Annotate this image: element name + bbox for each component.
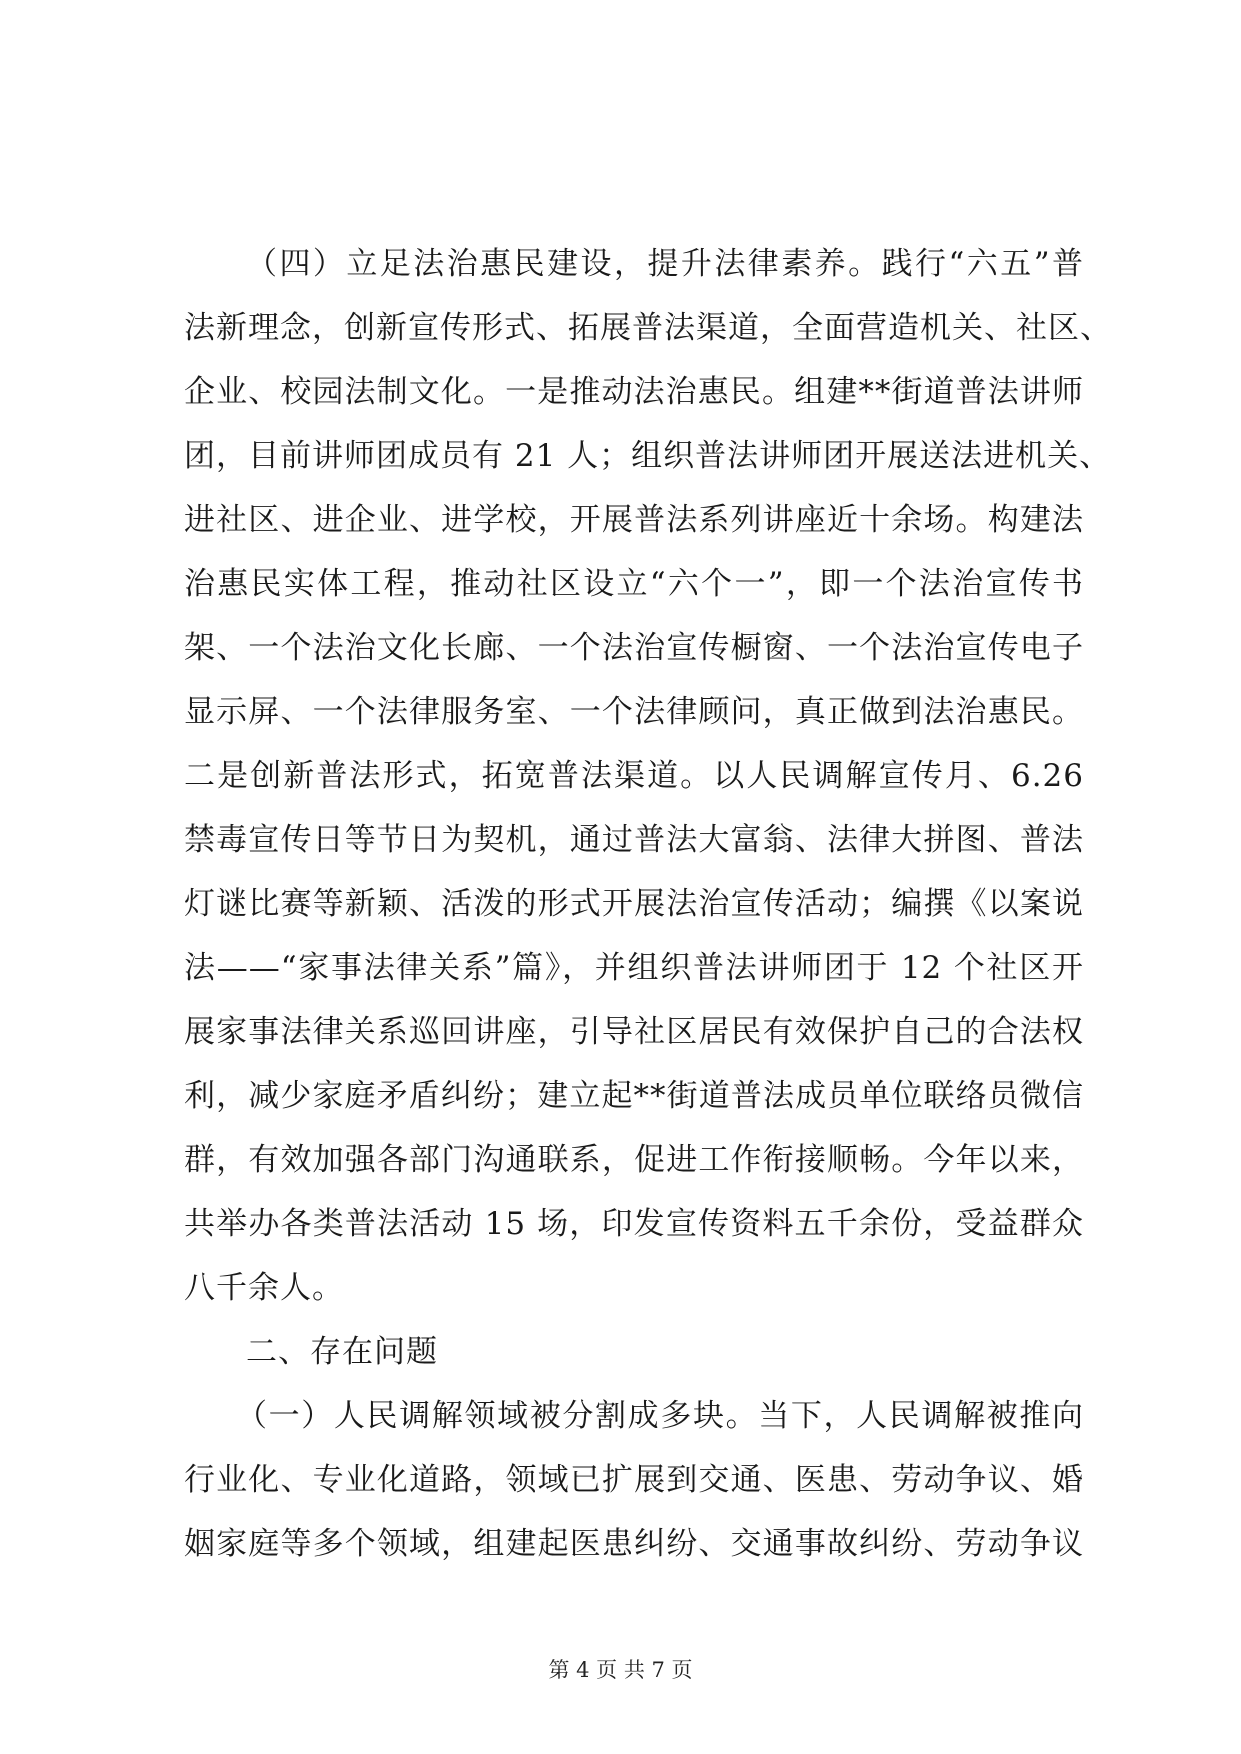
paragraph-line: 行业化、专业化道路，领域已扩展到交通、医患、劳动争议、婚	[184, 1462, 1084, 1498]
paragraph-line: 利，减少家庭矛盾纠纷；建立起**街道普法成员单位联络员微信	[184, 1078, 1084, 1114]
paragraph-line: 治惠民实体工程，推动社区设立“六个一”，即一个法治宣传书	[184, 566, 1084, 602]
paragraph-line: 企业、校园法制文化。一是推动法治惠民。组建**街道普法讲师	[184, 374, 1084, 410]
paragraph-line: 架、一个法治文化长廊、一个法治宣传橱窗、一个法治宣传电子	[184, 630, 1084, 666]
paragraph-line: 八千余人。	[184, 1270, 344, 1306]
paragraph-line: 灯谜比赛等新颖、活泼的形式开展法治宣传活动；编撰《以案说	[184, 886, 1084, 922]
paragraph-line: 共举办各类普法活动 15 场，印发宣传资料五千余份，受益群众	[184, 1206, 1084, 1242]
paragraph-line: 姻家庭等多个领域，组建起医患纠纷、交通事故纠纷、劳动争议	[184, 1526, 1084, 1562]
paragraph-line: 进社区、进企业、进学校，开展普法系列讲座近十余场。构建法	[184, 502, 1084, 538]
paragraph-line: 法——“家事法律关系”篇》，并组织普法讲师团于 12 个社区开	[184, 950, 1084, 986]
paragraph-line: 团，目前讲师团成员有 21 人；组织普法讲师团开展送法进机关、	[184, 438, 1112, 474]
paragraph-line: 显示屏、一个法律服务室、一个法律顾问，真正做到法治惠民。	[184, 694, 1084, 730]
page-number-footer: 第 4 页 共 7 页	[548, 1658, 693, 1682]
paragraph-line: 展家事法律关系巡回讲座，引导社区居民有效保护自己的合法权	[184, 1014, 1084, 1050]
paragraph-line: 法新理念，创新宣传形式、拓展普法渠道，全面营造机关、社区、	[184, 310, 1112, 346]
section-heading: 二、存在问题	[246, 1334, 438, 1370]
paragraph-line: 禁毒宣传日等节日为契机，通过普法大富翁、法律大拼图、普法	[184, 822, 1084, 858]
paragraph-line: 群，有效加强各部门沟通联系，促进工作衔接顺畅。今年以来，	[184, 1142, 1084, 1178]
document-body	[184, 232, 1112, 1576]
paragraph-line: 二是创新普法形式，拓宽普法渠道。以人民调解宣传月、6.26	[184, 758, 1084, 794]
paragraph-line: （一）人民调解领域被分割成多块。当下，人民调解被推向	[236, 1398, 1084, 1434]
paragraph-line: （四）立足法治惠民建设，提升法律素养。践行“六五”普	[246, 246, 1084, 282]
